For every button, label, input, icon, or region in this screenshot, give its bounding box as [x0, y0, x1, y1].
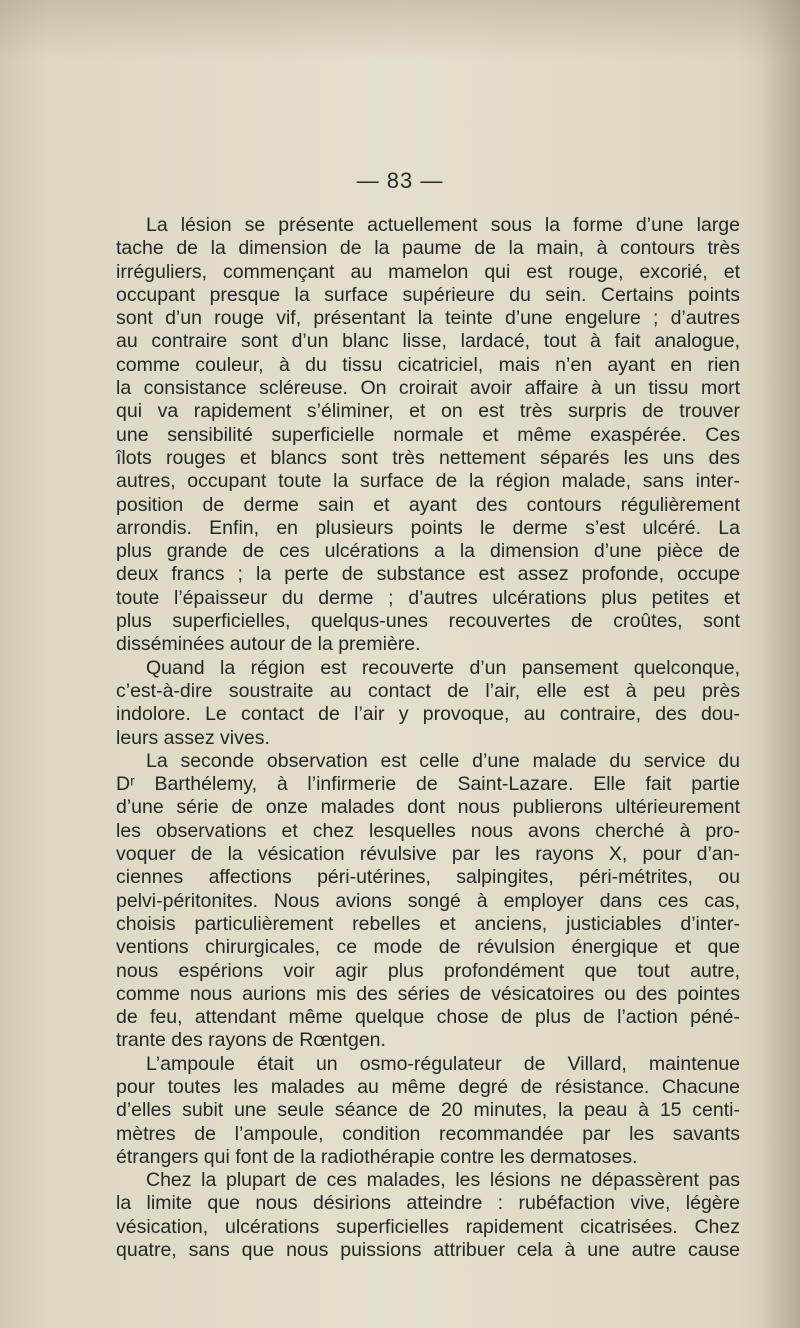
text-line: au contraire sont d’un blanc lisse, lardacé, tout à fait analogue,	[116, 330, 740, 353]
text-line: comme nous aurions mis des séries de vésicatoires ou des pointes	[116, 982, 740, 1005]
text-line: d’elles subit une seule séance de 20 minutes, la peau à 15 centi-	[116, 1099, 740, 1122]
text-line: vésication, ulcérations superficielles rapidement cicatrisées. Chez	[116, 1215, 740, 1238]
text-line: La lésion se présente actuellement sous la forme d’une large	[146, 214, 740, 236]
text-line: choisis particulièrement rebelles et anciens, justiciables d’inter-	[116, 912, 740, 935]
text-line: irréguliers, commençant au mamelon qui est rouge, excorié, et	[116, 260, 740, 283]
text-line: L’ampoule était un osmo-régulateur de Villard, maintenue	[146, 1052, 740, 1075]
text-line: pour toutes les malades au même degré de résistance. Chacune	[116, 1075, 740, 1098]
text-line: étrangers qui font de la radiothérapie contre les dermatoses.	[116, 1145, 638, 1168]
text-line: pelvi-péritonites. Nous avions songé à employer dans ces cas,	[116, 889, 740, 912]
text-line: occupant presque la surface supérieure du sein. Certains points	[116, 283, 740, 306]
text-line: comme couleur, à du tissu cicatriciel, mais n’en ayant en rien	[116, 353, 740, 376]
text-line: Chez la plupart de ces malades, les lésions ne dépassèrent pas	[146, 1169, 740, 1192]
text-line: plus grande de ces ulcérations a la dimension d’une pièce de	[116, 540, 740, 563]
text-line: arrondis. Enfin, en plusieurs points le derme s’est ulcéré. La	[116, 516, 740, 539]
text-line: de feu, attendant même quelque chose de plus de l’action péné-	[116, 1006, 740, 1029]
text-line: tache de la dimension de la paume de la main, à contours très	[116, 237, 740, 260]
text-line: sont d’un rouge vif, présentant la teinte d’une engelure ; d’autres	[116, 307, 740, 330]
text-line: les observations et chez lesquelles nous avons cherché à pro-	[116, 819, 740, 842]
text-line: La seconde observation est celle d’une malade du service du	[146, 749, 740, 772]
text-line: la consistance scléreuse. On croirait avoir affaire à un tissu mort	[116, 377, 740, 400]
text-line: d’une série de onze malades dont nous publierons ultérieurement	[116, 796, 740, 819]
text-line: îlots rouges et blancs sont très nettement séparés les uns des	[116, 446, 740, 469]
text-line: c’est-à-dire soustraite au contact de l’air, elle est à peu près	[116, 679, 740, 702]
page-shadow-top	[0, 0, 800, 60]
text-line: ventions chirurgicales, ce mode de révulsion énergique et que	[116, 936, 740, 959]
text-line: Quand la région est recouverte d’un pansement quelconque,	[146, 656, 740, 679]
text-line: autres, occupant toute la surface de la région malade, sans inter-	[116, 470, 740, 493]
body-text	[116, 214, 740, 1262]
page-shadow-right	[760, 0, 800, 1328]
text-line: nous espérions voir agir plus profondément que tout autre,	[116, 959, 740, 982]
text-line: leurs assez vives.	[116, 726, 270, 749]
text-line: trante des rayons de Rœntgen.	[116, 1029, 386, 1052]
text-line: toute l’épaisseur du derme ; d’autres ulcérations plus petites et	[116, 586, 740, 609]
text-line: quatre, sans que nous puissions attribuer cela à une autre cause	[116, 1239, 740, 1262]
text-line: voquer de la vésication révulsive par les rayons X, pour d’an-	[116, 843, 740, 866]
text-line: indolore. Le contact de l’air y provoque, au contraire, des dou-	[116, 703, 740, 726]
text-line: Dʳ Barthélemy, à l’infirmerie de Saint-Lazare. Elle fait partie	[116, 773, 740, 796]
text-line: la limite que nous désirions atteindre : rubéfaction vive, légère	[116, 1192, 740, 1215]
page-number: — 83 —	[356, 168, 444, 193]
text-line: deux francs ; la perte de substance est assez profonde, occupe	[116, 563, 740, 586]
text-line: position de derme sain et ayant des contours régulièrement	[116, 493, 740, 516]
text-line: plus superficielles, quelqus-unes recouvertes de croûtes, sont	[116, 610, 740, 633]
text-line: mètres de l’ampoule, condition recommandée par les savants	[116, 1122, 740, 1145]
text-line: qui va rapidement s’éliminer, et on est très surpris de trouver	[116, 400, 740, 423]
text-line: disséminées autour de la première.	[116, 633, 421, 656]
text-line: ciennes affections péri-utérines, salpingites, péri-métrites, ou	[116, 866, 740, 889]
text-line: une sensibilité superficielle normale et même exaspérée. Ces	[116, 423, 740, 446]
